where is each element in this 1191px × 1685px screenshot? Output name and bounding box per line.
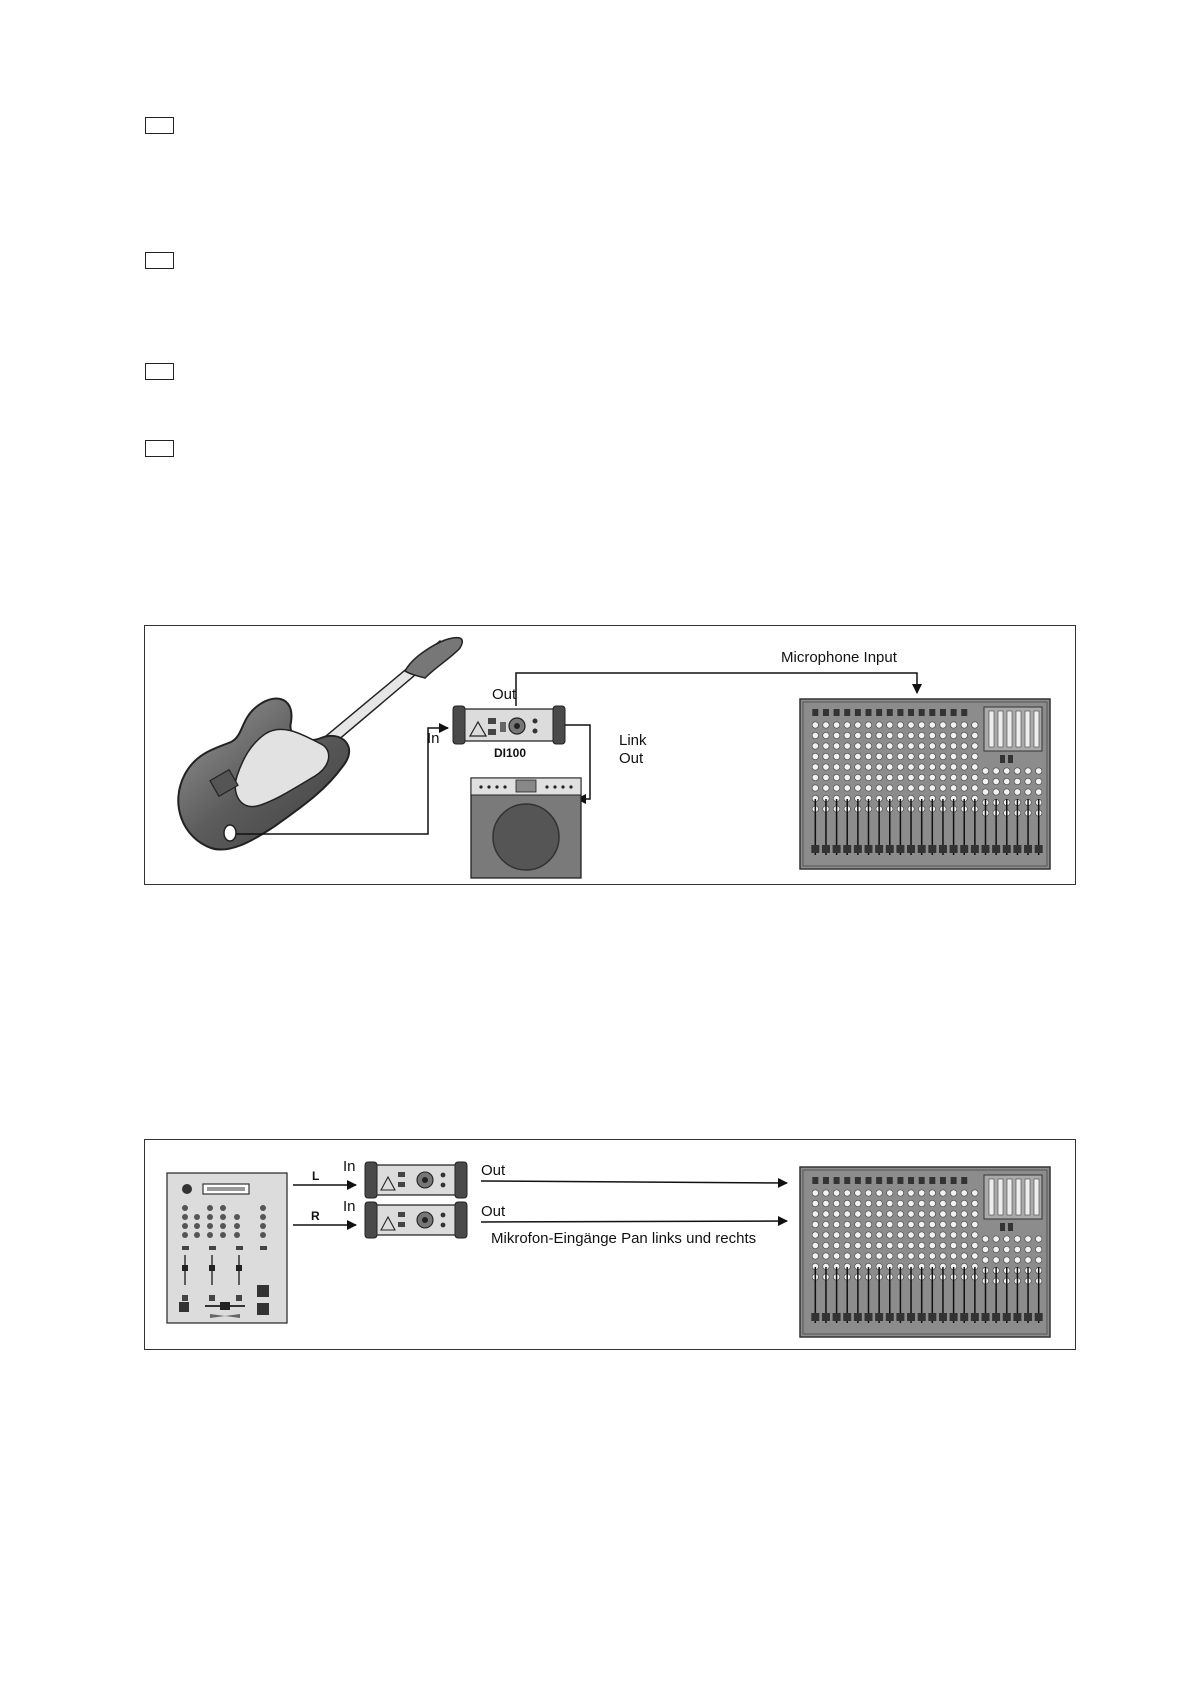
stereo-di-diagram bbox=[144, 1139, 1076, 1350]
out-label: Out bbox=[492, 686, 517, 703]
di-box-icon bbox=[453, 706, 565, 744]
left-channel-label: L bbox=[312, 1169, 320, 1183]
link-label: Link bbox=[619, 732, 647, 749]
step-marker-2 bbox=[145, 252, 174, 269]
right-output-line bbox=[481, 1221, 787, 1222]
stereo-di-diagram-svg bbox=[145, 1140, 1077, 1351]
microphone-input-label: Microphone Input bbox=[781, 649, 897, 666]
link-out-label: Out bbox=[619, 750, 644, 767]
in-bottom-label: In bbox=[343, 1198, 356, 1215]
mixing-console-icon bbox=[800, 699, 1050, 869]
step-marker-1 bbox=[145, 117, 174, 134]
mic-inputs-label: Mikrofon-Eingänge Pan links und rechts bbox=[491, 1230, 757, 1247]
di-box-top-icon bbox=[365, 1162, 467, 1198]
out-top-label: Out bbox=[481, 1162, 506, 1179]
mixing-console-icon bbox=[800, 1167, 1050, 1337]
di100-label: DI100 bbox=[494, 746, 527, 760]
step-marker-3 bbox=[145, 363, 174, 380]
out-bottom-label: Out bbox=[481, 1203, 506, 1220]
left-output-line bbox=[481, 1181, 787, 1183]
in-label: In bbox=[427, 730, 440, 747]
step-marker-4 bbox=[145, 440, 174, 457]
di-box-bottom-icon bbox=[365, 1202, 467, 1238]
guitar-di-diagram bbox=[144, 625, 1076, 885]
guitar-di-diagram-svg bbox=[145, 626, 1077, 886]
electric-guitar-icon bbox=[178, 638, 462, 850]
in-top-label: In bbox=[343, 1158, 356, 1175]
dj-mixer-icon bbox=[167, 1173, 287, 1323]
guitar-amplifier-icon bbox=[471, 778, 581, 878]
right-channel-label: R bbox=[311, 1209, 320, 1223]
